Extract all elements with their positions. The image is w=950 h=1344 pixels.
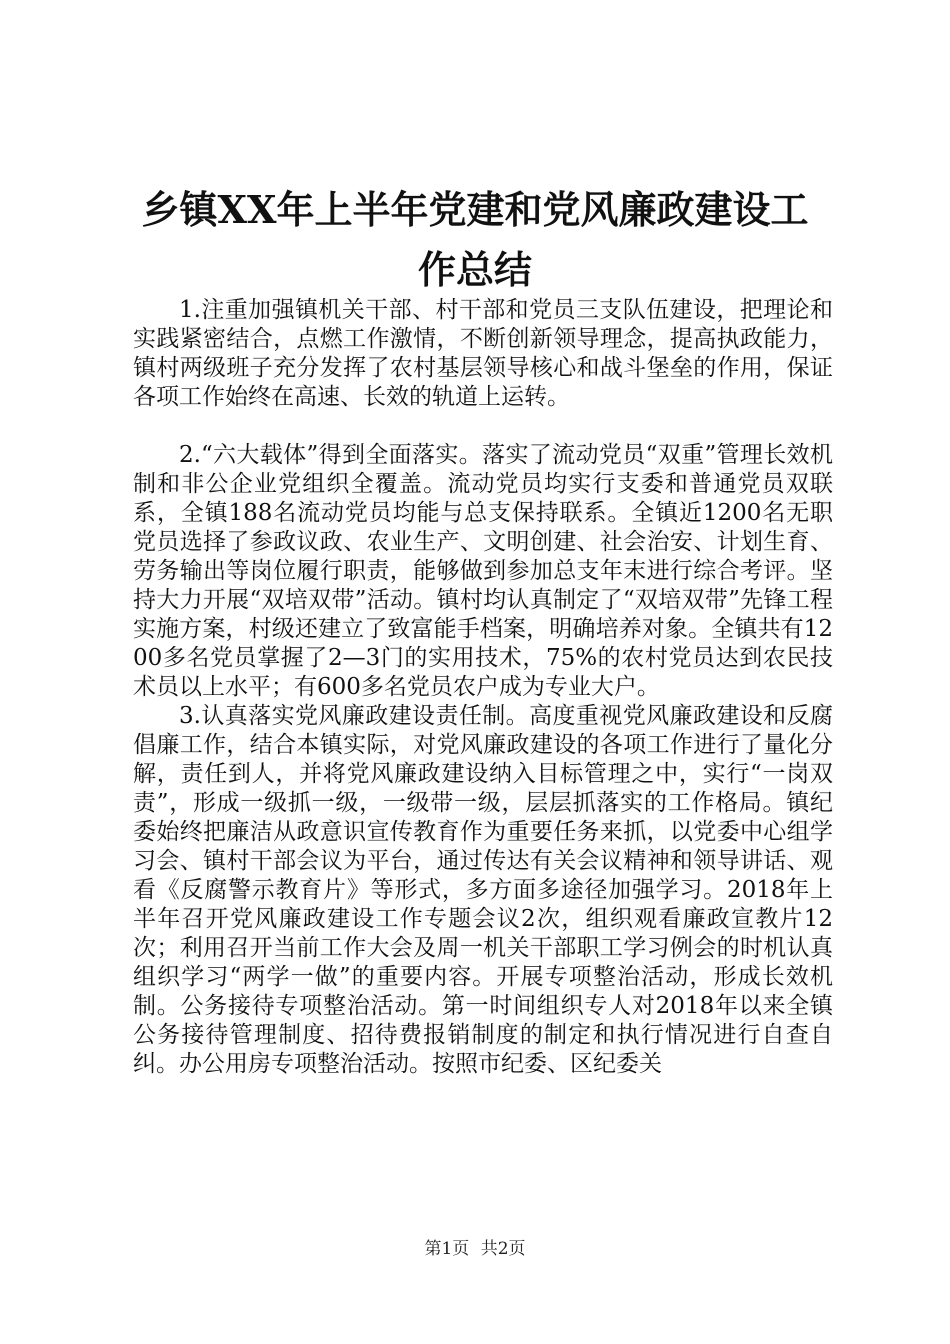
document-body [133, 296, 833, 1079]
paragraph-1: 1.注重加强镇机关干部、村干部和党员三支队伍建设，把理论和实践紧密结合，点燃工作激情，不断创新领导理念，提高执政能力，镇村两级班子充分发挥了农村基层领导核心和战斗堡垒的作用，保证各项工作始终在高速、长效的轨道上运转。 [133, 297, 833, 410]
paragraph-3: 3.认真落实党风廉政建设责任制。高度重视党风廉政建设和反腐倡廉工作，结合本镇实际，对党风廉政建设的各项工作进行了量化分解，责任到人，并将党风廉政建设纳入目标管理之中，实行“一岗双责”，形成一级抓一级，一级带一级，层层抓落实的工作格局。镇纪委始终把廉洁从政意识宣传教育作为重要任务来抓，以党委中心组学习会、镇村干部会议为平台，通过传达有关会议精神和领导讲话、观看《反腐警示教育片》等形式，多方面多途径加强学习。2018年上半年召开党风廉政建设工作专题会议2次，组织观看廉政宣教片12次；利用召开当前工作大会及周一机关干部职工学习例会的时机认真组织学习“两学一做”的重要内容。开展专项整治活动，形成长效机制。公务接待专项整治活动。第一时间组织专人对2018年以来全镇公务接待管理制度、招待费报销制度的制定和执行情况进行自查自纠。办公用房专项整治活动。按照市纪委、区纪委关 [133, 703, 833, 1077]
paragraph-2: 2.“六大载体”得到全面落实。落实了流动党员“双重”管理长效机制和非公企业党组织全覆盖。流动党员均实行支委和普通党员双联系，全镇188名流动党员均能与总支保持联系。全镇近1200名无职党员选择了参政议政、农业生产、文明创建、社会治安、计划生育、劳务输出等岗位履行职责，能够做到参加总支年末进行综合考评。坚持大力开展“双培双带”活动。镇村均认真制定了“双培双带”先锋工程实施方案，村级还建立了致富能手档案，明确培养对象。全镇共有1200多名党员掌握了2—3门的实用技术，75%的农村党员达到农民技术员以上水平；有600多名党员农户成为专业大户。 [133, 442, 833, 700]
page-footer [0, 1238, 950, 1260]
page-total: 共2页 [480, 1239, 526, 1259]
page-number: 第1页 [424, 1239, 470, 1259]
document-title: 乡镇XX年上半年党建和党风廉政建设工作总结 [141, 187, 809, 292]
